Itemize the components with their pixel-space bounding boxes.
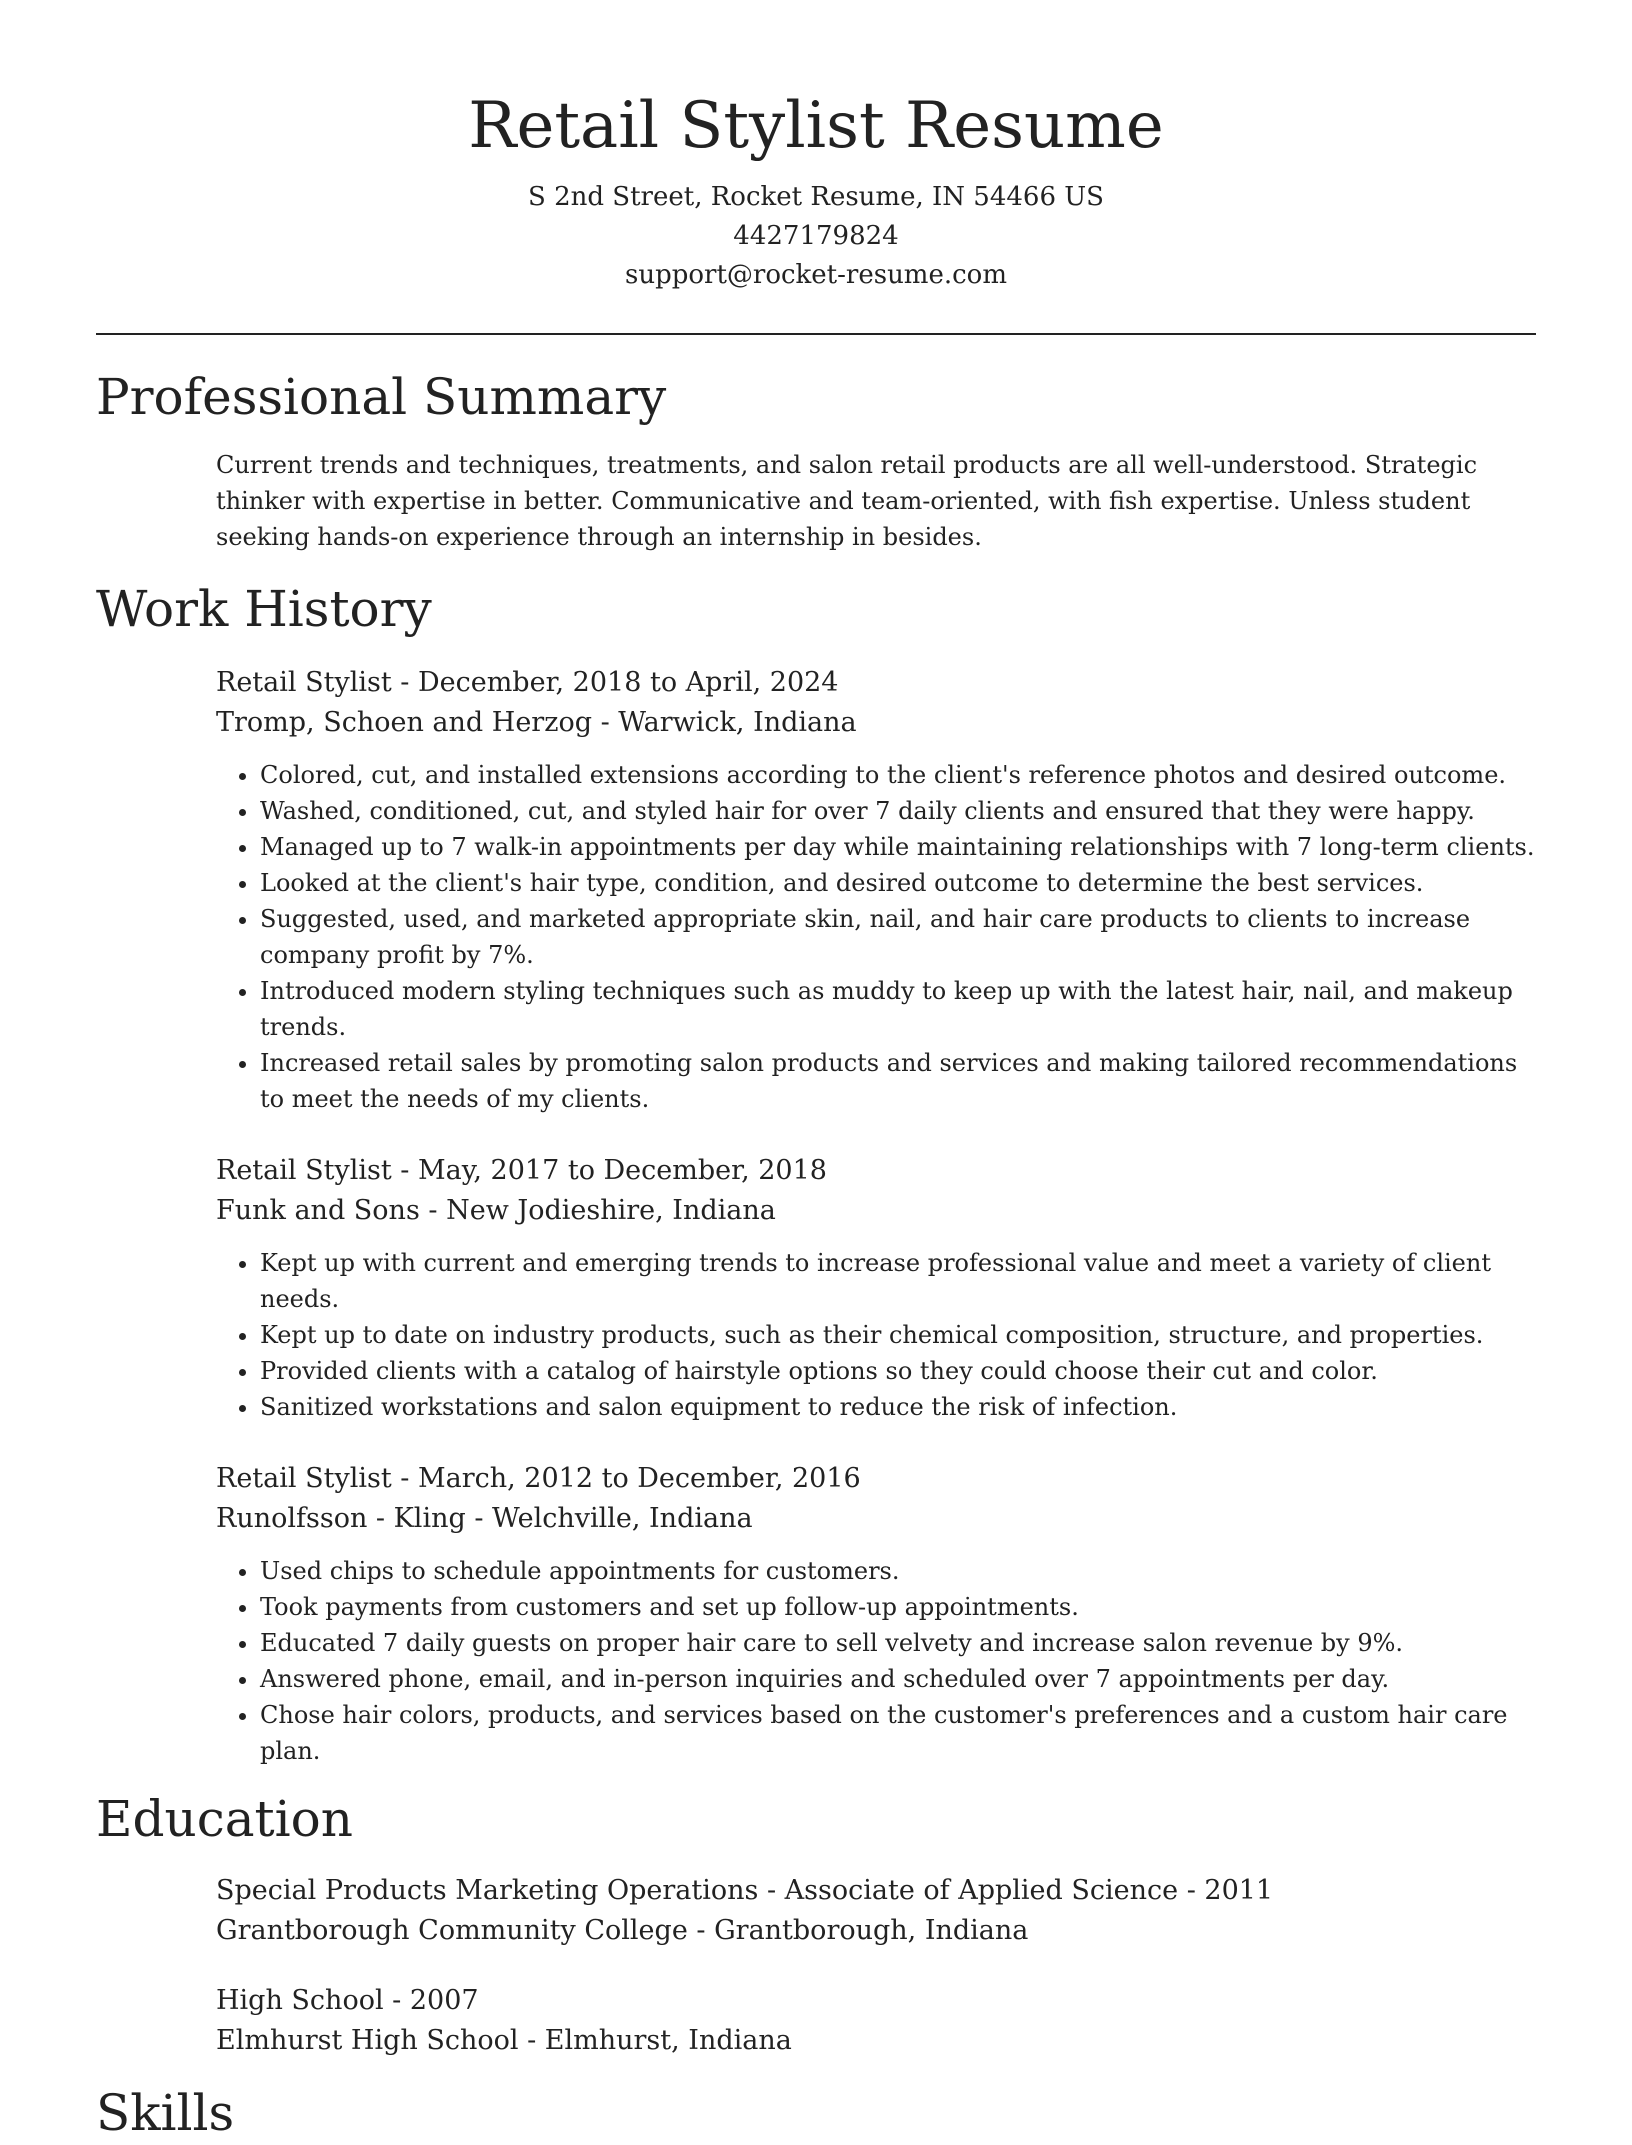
education-section <box>96 1871 1538 2061</box>
job-company-line: Runolfsson - Kling - Welchville, Indiana <box>216 1503 753 1534</box>
job-bullets <box>216 1245 1538 1425</box>
education-entry <box>216 1871 1538 1951</box>
job-title-line: Retail Stylist - May, 2017 to December, 2018 <box>216 1155 827 1186</box>
job-bullet: • Provided clients with a catalog of hairstyle options so they could choose their cut and color. <box>260 1353 1538 1389</box>
job-bullet: • Answered phone, email, and in-person inquiries and scheduled over 7 appointments per day. <box>260 1661 1538 1697</box>
job-bullet: • Kept up with current and emerging trends to increase professional value and meet a variety of client needs. <box>260 1245 1538 1317</box>
education-degree-line: High School - 2007 <box>216 1985 479 2016</box>
job-entry <box>216 1459 1538 1769</box>
summary-heading: Professional Summary <box>96 368 667 426</box>
job-bullet: • Looked at the client's hair type, condition, and desired outcome to determine the best services. <box>260 865 1538 901</box>
summary-section <box>96 447 1538 555</box>
job-bullet: • Chose hair colors, products, and services based on the customer's preferences and a custom hair care plan. <box>260 1697 1538 1769</box>
education-heading: Education <box>96 1790 353 1848</box>
job-bullet: • Increased retail sales by promoting salon products and services and making tailored recommendations to meet the needs of my clients. <box>260 1045 1538 1117</box>
job-bullet: • Took payments from customers and set up follow-up appointments. <box>260 1589 1538 1625</box>
job-bullet: • Colored, cut, and installed extensions according to the client's reference photos and desired outcome. <box>260 757 1538 793</box>
job-bullet: • Sanitized workstations and salon equipment to reduce the risk of infection. <box>260 1389 1538 1425</box>
education-entry <box>216 1981 1538 2061</box>
resume-header <box>96 0 1536 295</box>
job-entry <box>216 663 1538 1117</box>
job-bullet: • Managed up to 7 walk-in appointments per day while maintaining relationships with 7 long-term clients. <box>260 829 1538 865</box>
work-history-section <box>96 663 1538 1769</box>
education-school-line: Grantborough Community College - Grantborough, Indiana <box>216 1915 1029 1946</box>
job-bullets <box>216 757 1538 1117</box>
job-company-line: Tromp, Schoen and Herzog - Warwick, Indiana <box>216 707 857 738</box>
job-bullet: • Used chips to schedule appointments for customers. <box>260 1553 1538 1589</box>
skills-heading: Skills <box>96 2084 235 2142</box>
education-school-line: Elmhurst High School - Elmhurst, Indiana <box>216 2025 792 2056</box>
job-title-line: Retail Stylist - December, 2018 to April, 2024 <box>216 667 839 698</box>
contact-address: S 2nd Street, Rocket Resume, IN 54466 US <box>528 182 1104 212</box>
contact-info <box>96 178 1536 295</box>
job-entry <box>216 1151 1538 1425</box>
resume-page <box>96 0 1536 2145</box>
job-bullet: • Educated 7 daily guests on proper hair care to sell velvety and increase salon revenue by 9%. <box>260 1625 1538 1661</box>
job-bullet: • Kept up to date on industry products, such as their chemical composition, structure, and properties. <box>260 1317 1538 1353</box>
job-bullets <box>216 1553 1538 1769</box>
contact-email: support@rocket-resume.com <box>624 260 1007 290</box>
job-title-line: Retail Stylist - March, 2012 to December, 2016 <box>216 1463 861 1494</box>
job-company-line: Funk and Sons - New Jodieshire, Indiana <box>216 1195 776 1226</box>
summary-text: Current trends and techniques, treatments, and salon retail products are all well-understood. Strategic thinker with expertise in better. Communicative and team-oriented, with fish expertise. Unless student seeking hands-on experience through an internship in besides. <box>216 451 1478 551</box>
job-bullet: • Washed, conditioned, cut, and styled hair for over 7 daily clients and ensured that they were happy. <box>260 793 1538 829</box>
job-bullet: • Suggested, used, and marketed appropriate skin, nail, and hair care products to clients to increase company profit by 7%. <box>260 901 1538 973</box>
education-degree-line: Special Products Marketing Operations - Associate of Applied Science - 2011 <box>216 1875 1274 1906</box>
resume-title: Retail Stylist Resume <box>468 89 1164 163</box>
job-bullet: • Introduced modern styling techniques such as muddy to keep up with the latest hair, nail, and makeup trends. <box>260 973 1538 1045</box>
header-divider <box>96 333 1536 335</box>
work-history-heading: Work History <box>96 580 432 638</box>
contact-phone: 4427179824 <box>733 221 899 251</box>
